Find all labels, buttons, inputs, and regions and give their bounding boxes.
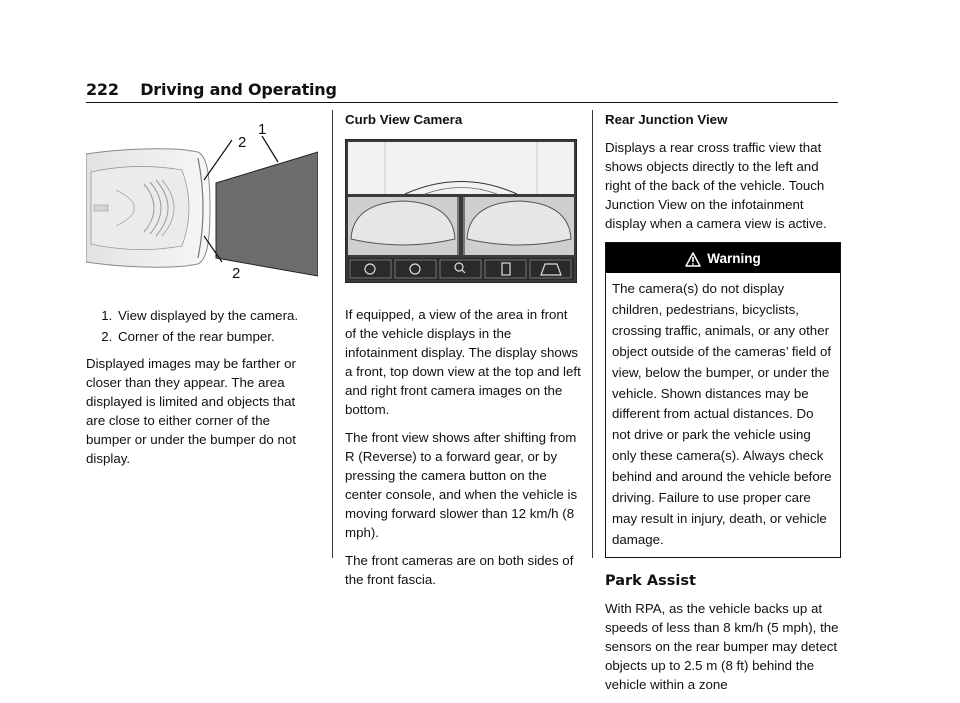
warning-text: The camera(s) do not display children, pedestrians, bicyclists, crossing traffic, animals, or any other object outside of the cameras’ field of view, below the bumper, or under the vehicle. Shown distances may be different from actual distances. Do not drive or park the vehicle using only these camera(s). Always check behind and around the vehicle before driving. Failure to use proper care may result in injury, death, or vehicle damage. (612, 281, 832, 547)
paragraph: The front view shows after shifting from R (Reverse) to a forward gear, or by pressing the camera button on the center console, and when the vehicle is moving forward slower than 12 km/h (8 mph). (345, 430, 578, 540)
warning-header (606, 243, 840, 273)
page-number: 222 (86, 80, 119, 99)
callout-2b: 2 (232, 265, 241, 282)
paragraph: The front cameras are on both sides of the front fascia. (345, 553, 574, 587)
caption-item: 2. Corner of the rear bumper. (116, 327, 318, 346)
column-2 (345, 110, 581, 598)
paragraph: With RPA, as the vehicle backs up at speeds of less than 8 km/h (5 mph), the sensors on the rear bumper may detect objects up to 2.5 m (8 ft) behind the vehicle within a zone (605, 600, 839, 692)
warning-triangle-icon (685, 252, 701, 267)
caption-item: 1. View displayed by the camera. (116, 306, 318, 325)
header-rule (86, 102, 838, 103)
page-header (86, 80, 838, 99)
curb-view-heading: Curb View Camera (345, 112, 463, 127)
curb-view-display-diagram (345, 139, 577, 283)
paragraph: If equipped, a view of the area in front of the vehicle displays in the infotainment display. The display shows a front, top down view at the top and left and right front camera images on the bottom. (345, 307, 581, 417)
warning-title: Warning (707, 251, 761, 266)
callout-2a: 2 (238, 134, 247, 151)
warning-box (605, 242, 841, 558)
camera-view-area (216, 152, 318, 276)
callout-1: 1 (258, 121, 267, 138)
column-3 (605, 110, 841, 703)
paragraph: Displays a rear cross traffic view that shows objects directly to the left and right of the back of the vehicle. Touch Junction View on the infotainment display when a camera view is active. (605, 140, 827, 231)
column-divider-2 (592, 110, 593, 558)
column-divider-1 (332, 110, 333, 558)
rear-camera-view-diagram (86, 110, 318, 300)
top-down-view (348, 142, 574, 194)
paragraph: Displayed images may be farther or closer than they appear. The area displayed is limited and objects that are close to either corner of the bumper or under the bumper do not display. (86, 356, 296, 466)
figure-captions (86, 306, 318, 346)
column-1 (86, 110, 318, 477)
park-assist-heading: Park Assist (605, 572, 696, 589)
rear-junction-heading: Rear Junction View (605, 112, 728, 127)
callout-line-2-top (204, 140, 232, 180)
section-title: Driving and Operating (140, 80, 337, 99)
callout-line-1 (262, 136, 278, 162)
